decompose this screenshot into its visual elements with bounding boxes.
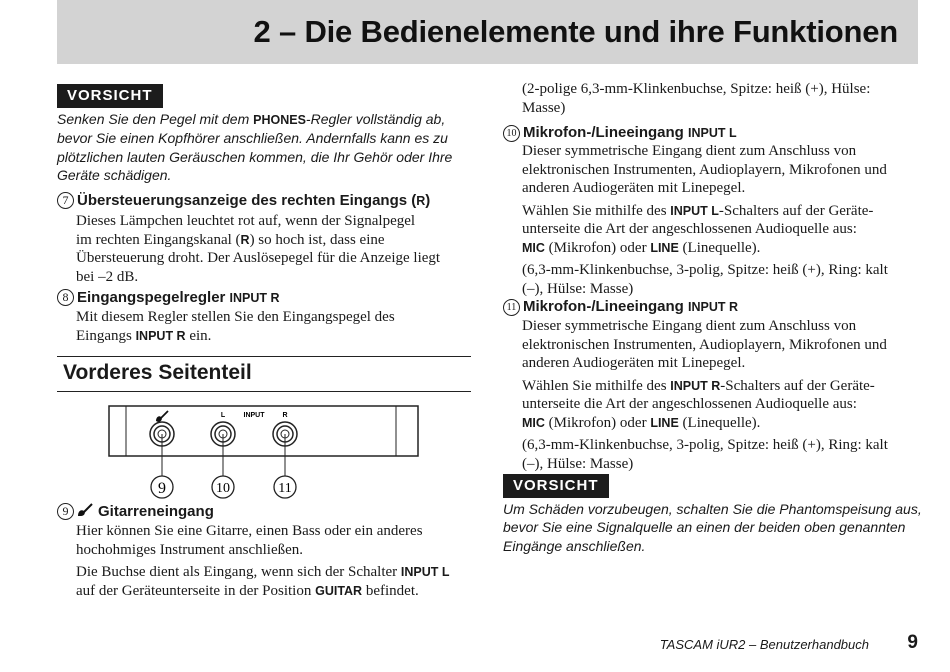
caution-badge: VORSICHT bbox=[57, 84, 163, 108]
label-input: INPUT bbox=[243, 412, 265, 419]
item9-continuation: (2-polige 6,3-mm-Klinkenbuchse, Spitze: heiß (+), Hülse: Masse) bbox=[522, 81, 871, 116]
callout-10: 10 bbox=[216, 481, 230, 496]
item10-heading: 10 Mikrofon-/Lineeingang INPUT L bbox=[503, 124, 737, 142]
item7-heading: 7 Übersteuerungsanzeige des rechten Eingangs (R) bbox=[57, 192, 430, 209]
item-number: 8 bbox=[57, 289, 74, 306]
section-rule-top bbox=[57, 356, 471, 357]
page-title: 2 – Die Bedienelemente und ihre Funktionen bbox=[253, 14, 898, 49]
caution-text-2: Um Schäden vorzubeugen, schalten Sie die Phantomspeisung aus, bevor Sie eine Signalquelle an einen der beiden oben genannten Eingänge anschließen. bbox=[503, 501, 922, 554]
label-l: L bbox=[220, 412, 226, 419]
item-number: 10 bbox=[503, 125, 520, 142]
header-bar bbox=[57, 0, 918, 64]
item-number: 11 bbox=[503, 299, 520, 316]
item9-body: Hier können Sie eine Gitarre, einen Bass oder ein anderes hochohmiges Instrument anschließen. Die Buchse dient als Eingang, wenn sich der Schalter INPUT L auf der Geräteunterseite in der Position GUITAR befindet. bbox=[76, 523, 450, 599]
item-number: 7 bbox=[57, 192, 74, 209]
item8-heading: 8 Eingangspegelregler INPUT R bbox=[57, 289, 280, 306]
section-rule-bottom bbox=[57, 391, 471, 392]
page-number: 9 bbox=[907, 632, 918, 653]
caution-text: Senken Sie den Pegel mit dem PHONES-Regler vollständig ab, bevor Sie einen Kopfhörer anschließen. Andernfalls kann es zu plötzlichen lauten Geräuschen kommen, die Ihr Gehör oder Ihre Geräte schädigen. bbox=[57, 111, 453, 183]
item11-heading: 11 Mikrofon-/Lineeingang INPUT R bbox=[503, 298, 738, 316]
item10-body: Dieser symmetrische Eingang dient zum Anschluss von elektronischen Instrumenten, Audioplayern, Mikrofonen und anderen Audiogeräten mit Linepegel. Wählen Sie mithilfe des INPUT L-Schalters auf der Geräte- unterseite die Art der angeschlossenen Audioquelle aus: MIC (Mikrofon) oder LINE (Linequelle). (6,3-mm-Klinkenbuchse, 3-polig, Spitze: heiß (+), Ring: kalt (–), Hülse: Masse) bbox=[522, 143, 888, 297]
footer-text: TASCAM iUR2 – Benutzerhandbuch bbox=[659, 637, 869, 652]
item7-body: Dieses Lämpchen leuchtet rot auf, wenn der Signalpegel im rechten Eingangskanal (R) so hoch ist, dass eine Übersteuerung droht. Der Auslösepegel für die Anzeige liegt bei –2 dB. bbox=[76, 213, 441, 285]
item8-body: Mit diesem Regler stellen Sie den Eingangspegel des Eingangs INPUT R ein. bbox=[76, 309, 395, 344]
callout-11: 11 bbox=[278, 481, 292, 496]
front-panel-diagram bbox=[100, 400, 430, 502]
callout-9: 9 bbox=[158, 480, 166, 497]
label-r: R bbox=[282, 412, 288, 419]
section-title: Vorderes Seitenteil bbox=[63, 361, 252, 384]
item9-heading: 9 Gitarreneingang bbox=[57, 503, 214, 520]
item-number: 9 bbox=[57, 503, 74, 520]
item11-body: Dieser symmetrische Eingang dient zum Anschluss von elektronischen Instrumenten, Audioplayern, Mikrofonen und anderen Audiogeräten mit Linepegel. Wählen Sie mithilfe des INPUT R-Schalters auf der Geräte- unterseite die Art der angeschlossenen Audioquelle aus: MIC (Mikrofon) oder LINE (Linequelle). (6,3-mm-Klinkenbuchse, 3-polig, Spitze: heiß (+), Ring: kalt (–), Hülse: Masse) bbox=[522, 318, 888, 472]
caution-badge-2: VORSICHT bbox=[503, 474, 609, 498]
guitar-icon bbox=[77, 503, 93, 517]
